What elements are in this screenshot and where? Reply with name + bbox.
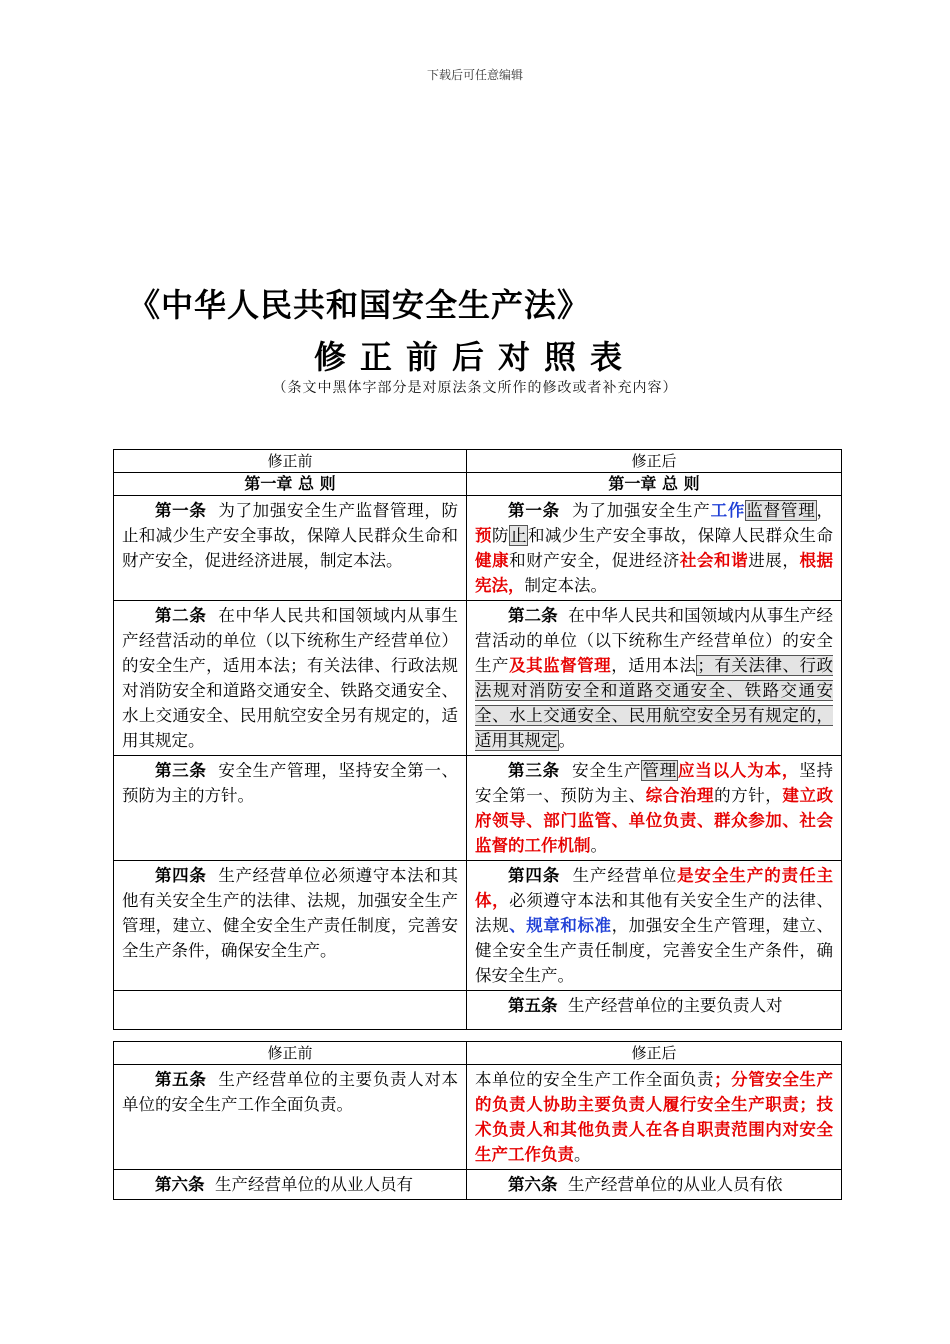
article-label: 第六条: [155, 1175, 205, 1194]
art5-before: [114, 1065, 467, 1170]
added-text: 是安全生产的责任主体，: [475, 866, 834, 910]
text: 必须遵守本法和其他有关安全生产的法律、法规: [475, 891, 834, 935]
table-row-art1: [114, 496, 842, 601]
art2-before: [114, 601, 467, 756]
art1-after: [467, 496, 842, 601]
article-text: 安全生产管理，坚持安全第一、预防为主的方针。: [122, 761, 458, 805]
text: 生产经营单位: [572, 866, 678, 885]
deleted-text: 管理: [642, 761, 677, 780]
added-text: 、规章和标准: [509, 916, 612, 935]
text: 和减少生产安全事故，保障人民群众生命: [527, 526, 834, 545]
added-text: 工作: [710, 501, 746, 520]
added-text: ；分管安全生产的负责人协助主要负责人履行安全生产职责；技术负责人和其他负责人在各自职责范围内对安全生产工作负责: [475, 1070, 834, 1164]
article-label: 第二条: [155, 606, 207, 625]
document-note: （条文中黑体字部分是对原法条文所作的修改或者补充内容）: [272, 380, 678, 396]
comparison-table-1: [113, 449, 842, 1030]
col-header-after: 修正后: [467, 450, 842, 473]
article-text: 生产经营单位必须遵守本法和其他有关安全生产的法律、法规，加强安全生产管理，建立、健全安全生产责任制度，完善安全生产条件，确保安全生产。: [122, 866, 458, 960]
added-text: 预: [475, 526, 492, 545]
text: ，适用本法: [611, 656, 697, 675]
article-label: 第二条: [508, 606, 558, 625]
art5-after: [467, 1065, 842, 1170]
text: 。: [558, 731, 575, 750]
text: 防: [491, 526, 509, 545]
deleted-text: ；有关法律、行政法规对消防安全和道路交通安全、铁路交通安全、水上交通安全、民用航空安全另有规定的，适用其规定: [475, 656, 834, 750]
table-row-art3: [114, 756, 842, 861]
text: 进展，: [748, 551, 800, 570]
article-label: 第三条: [508, 761, 560, 780]
text: 和财产安全，促进经济: [509, 551, 680, 570]
added-text: 综合治理: [645, 786, 715, 805]
article-text: 生产经营单位的主要负责人对: [568, 996, 783, 1015]
art2-after: [467, 601, 842, 756]
table-row-art2: [114, 601, 842, 756]
art3-before: [114, 756, 467, 861]
article-label: 第一条: [155, 501, 207, 520]
added-text: 及其监督管理: [509, 656, 612, 675]
added-text: 社会和谐: [679, 551, 749, 570]
text: ，加强安全生产管理，建立、健全安全生产责任制度，完善安全生产条件，确保安全生产。: [475, 916, 834, 985]
article-text: 生产经营单位的从业人员有依: [568, 1175, 783, 1194]
added-text: 建立政府领导、部门监管、单位负责、群众参加、社会监督的工作机制: [475, 786, 834, 855]
text: 为了加强安全生产: [572, 501, 711, 520]
deleted-text: 止: [509, 526, 527, 545]
text: 本单位的安全生产工作全面负责: [475, 1070, 715, 1089]
text: 。: [590, 836, 607, 855]
text: ，: [816, 501, 834, 520]
article-label: 第五条: [508, 996, 558, 1015]
text: 坚持安全第一、预防为主、: [475, 761, 834, 805]
table-row-art5-start: [114, 991, 842, 1030]
art5-start-before: [114, 991, 467, 1030]
article-label: 第三条: [155, 761, 207, 780]
table-header-row: [114, 450, 842, 473]
chapter-title-before: 第一章 总 则: [114, 473, 467, 496]
table-row-art6: [114, 1170, 842, 1200]
added-text: 应当以人为本，: [677, 761, 800, 780]
col-header-after: 修正后: [467, 1042, 842, 1065]
added-text: 健康: [475, 551, 510, 570]
chapter-row: [114, 473, 842, 496]
article-label: 第六条: [508, 1175, 558, 1194]
text: 。: [574, 1145, 591, 1164]
article-label: 第五条: [155, 1070, 207, 1089]
art6-before: [114, 1170, 467, 1200]
col-header-before: 修正前: [114, 1042, 467, 1065]
article-text: 为了加强安全生产监督管理，防止和减少生产安全事故，保障人民群众生命和财产安全，促进经济进展，制定本法。: [122, 501, 458, 570]
header-note: 下载后可任意编辑: [426, 68, 523, 82]
comparison-table-2: [113, 1041, 842, 1200]
article-label: 第四条: [155, 866, 207, 885]
text: 在中华人民共和国领域内从事生产经营活动的单位（以下统称生产经营单位）的安全生产: [475, 606, 834, 675]
art4-before: [114, 861, 467, 991]
article-label: 第四条: [508, 866, 561, 885]
article-text: 在中华人民共和国领域内从事生产经营活动的单位（以下统称生产经营单位）的安全生产，适用本法；有关法律、行政法规对消防安全和道路交通安全、铁路交通安全、水上交通安全、民用航空安全另有规定的，适用其规定。: [122, 606, 458, 750]
deleted-text: 监督管理: [746, 501, 816, 520]
chapter-title-after: 第一章 总 则: [467, 473, 842, 496]
text: 安全生产: [572, 761, 642, 780]
document-title: 《中华人民共和国安全生产法》: [128, 286, 591, 324]
art5-start-after: [467, 991, 842, 1030]
table-header-row: [114, 1042, 842, 1065]
col-header-before: 修正前: [114, 450, 467, 473]
document-subtitle-heading: 修正前后对照表: [313, 338, 636, 376]
article-text: 生产经营单位的主要负责人对本单位的安全生产工作全面负责。: [122, 1070, 458, 1114]
table-row-art4: [114, 861, 842, 991]
art1-before: [114, 496, 467, 601]
article-label: 第一条: [508, 501, 560, 520]
table-row-art5: [114, 1065, 842, 1170]
art4-after: [467, 861, 842, 991]
text: 制定本法。: [524, 576, 607, 595]
art6-after: [467, 1170, 842, 1200]
text: 的方针，: [714, 786, 783, 805]
art3-after: [467, 756, 842, 861]
added-text: 根据宪法，: [475, 551, 834, 595]
article-text: 生产经营单位的从业人员有: [215, 1175, 413, 1194]
